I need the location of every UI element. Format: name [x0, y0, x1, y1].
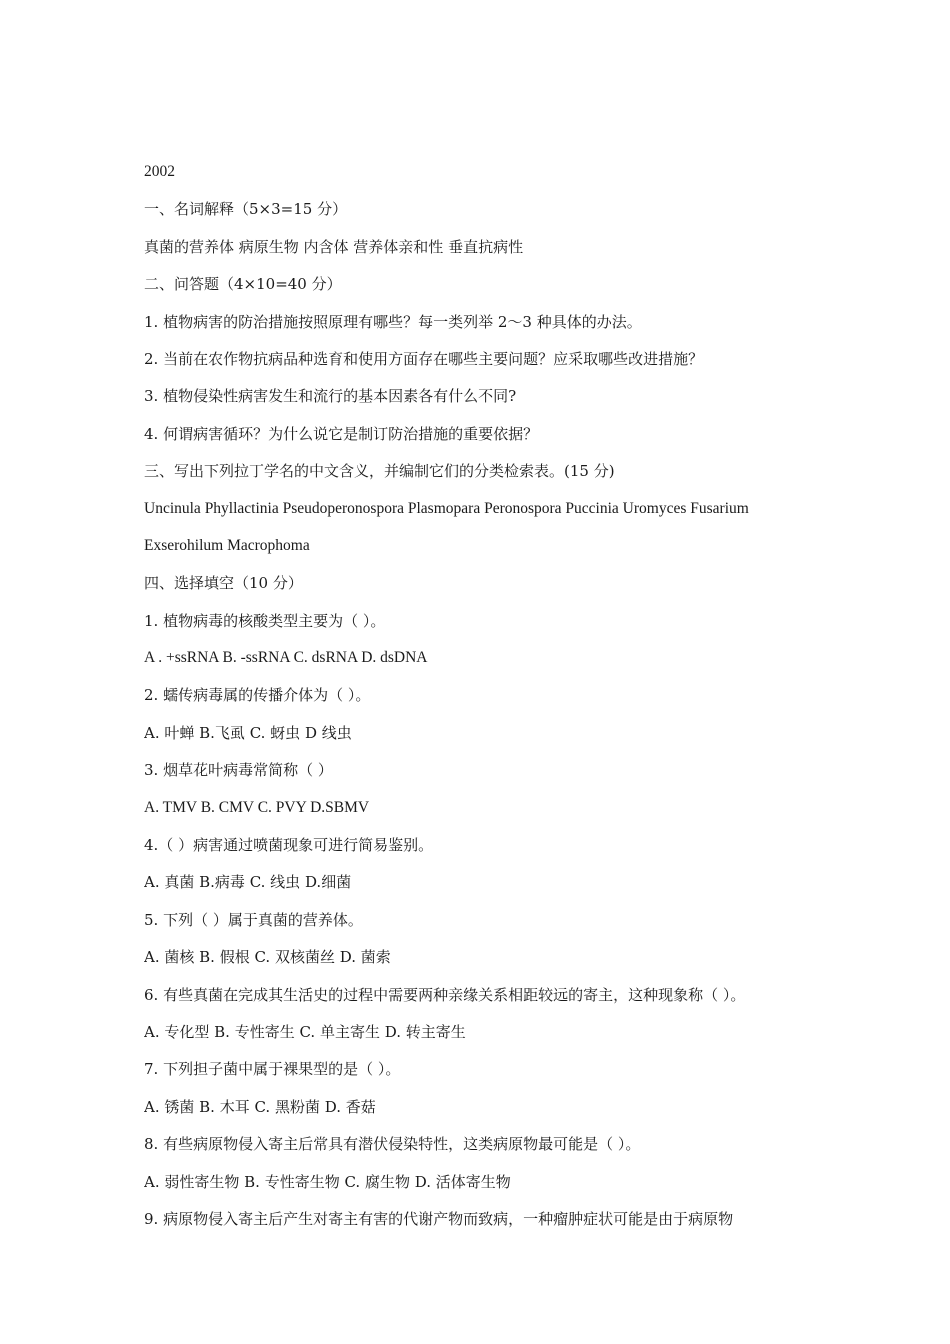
choice-question: 8. 有些病原物侵入寄主后常具有潜伏侵染特性，这类病原物最可能是（ ）。 [144, 1135, 641, 1154]
question-item: 1. 植物病害的防治措施按照原理有哪些？每一类列举 2～3 种具体的办法。 [144, 312, 642, 331]
choice-question: 2. 蠕传病毒属的传播介体为（ ）。 [144, 686, 371, 705]
choice-options: A. 弱性寄生物 B. 专性寄生物 C. 腐生物 D. 活体寄生物 [144, 1172, 511, 1191]
choice-options: A. 专化型 B. 专性寄生 C. 单主寄生 D. 转主寄生 [144, 1022, 466, 1041]
choice-options: A. 菌核 B. 假根 C. 双核菌丝 D. 菌索 [144, 948, 391, 967]
section-heading-2: 二、问答题（4×10=40 分） [144, 275, 342, 294]
choice-options: A . +ssRNA B. -ssRNA C. dsRNA D. dsDNA [144, 649, 428, 667]
section-heading-4: 四、选择填空（10 分） [144, 574, 303, 593]
question-item: 3. 植物侵染性病害发生和流行的基本因素各有什么不同? [144, 387, 517, 406]
question-item: 2. 当前在农作物抗病品种选育和使用方面存在哪些主要问题？应采取哪些改进措施？ [144, 349, 704, 368]
section-heading-1: 一、名词解释（5×3=15 分） [144, 200, 348, 219]
choice-options: A. TMV B. CMV C. PVY D.SBMV [144, 798, 370, 816]
choice-options: A. 叶蝉 B.飞虱 C. 蚜虫 D 线虫 [144, 723, 352, 742]
choice-question: 4.（ ）病害通过喷菌现象可进行简易鉴别。 [144, 836, 434, 855]
choice-question: 6. 有些真菌在完成其生活史的过程中需要两种亲缘关系相距较远的寄主，这种现象称（ ）。 [144, 985, 746, 1004]
choice-options: A. 锈菌 B. 木耳 C. 黑粉菌 D. 香菇 [144, 1097, 376, 1116]
document-body [144, 160, 824, 1244]
term-list: 真菌的营养体 病原生物 内含体 营养体亲和性 垂直抗病性 [144, 237, 524, 256]
choice-options: A. 真菌 B.病毒 C. 线虫 D.细菌 [144, 873, 352, 892]
question-item: 4. 何谓病害循环？为什么说它是制订防治措施的重要依据？ [144, 424, 539, 443]
exam-year: 2002 [144, 163, 175, 180]
choice-question: 1. 植物病毒的核酸类型主要为（ ）。 [144, 611, 386, 630]
choice-question: 9. 病原物侵入寄主后产生对寄主有害的代谢产物而致病，一种瘤肿症状可能是由于病原物 [144, 1209, 734, 1228]
choice-question: 3. 烟草花叶病毒常简称（ ） [144, 761, 333, 780]
latin-names-line-1: Uncinula Phyllactinia Pseudoperonospora Plasmopara Peronospora Puccinia Uromyces Fusarium [144, 499, 749, 517]
section-heading-3: 三、写出下列拉丁学名的中文含义，并编制它们的分类检索表。(15 分) [144, 462, 615, 481]
choice-question: 7. 下列担子菌中属于裸果型的是（ ）。 [144, 1060, 401, 1079]
choice-question: 5. 下列（ ）属于真菌的营养体。 [144, 910, 363, 929]
latin-names-line-2: Exserohilum Macrophoma [144, 536, 310, 554]
